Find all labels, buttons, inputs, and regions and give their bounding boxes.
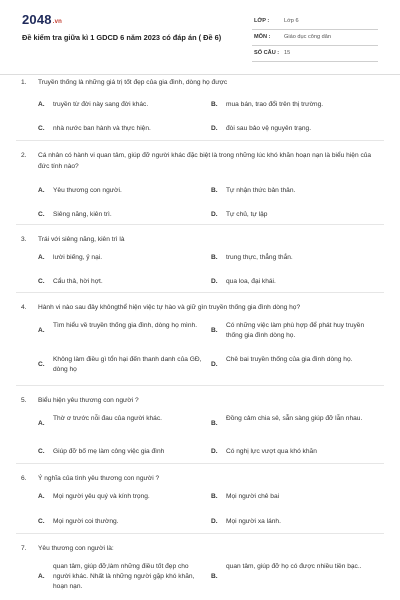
option-text: Mọi người chê bai xyxy=(226,493,280,500)
option-letter: C. xyxy=(38,125,45,132)
option-text: Không làm điều gì tổn hại đến thanh danh của GĐ, dòng họ xyxy=(53,356,202,373)
answer-option-a[interactable] xyxy=(38,321,206,341)
option-letter: A. xyxy=(38,493,45,500)
answer-option-a[interactable] xyxy=(38,186,206,196)
question-number: 7. xyxy=(21,545,27,552)
answer-option-a[interactable] xyxy=(38,562,206,592)
option-letter: C. xyxy=(38,278,45,285)
answer-option-a[interactable] xyxy=(38,100,206,110)
question-number: 5. xyxy=(21,397,27,404)
meta-key: MÔN : xyxy=(254,34,271,40)
option-text: Mọi người yêu quý và kính trọng. xyxy=(53,493,150,500)
option-text: Có những việc làm phù hợp để phát huy truyền thống gia đình dòng họ. xyxy=(226,322,365,339)
option-text: truyền từ đời này sang đời khác. xyxy=(53,101,149,108)
option-text: quan tâm, giúp đỡ họ có được nhiều tiền bạc.. xyxy=(226,563,362,570)
question-text: Biểu hiện yêu thương con người ? xyxy=(38,397,139,404)
answer-option-d[interactable] xyxy=(211,124,379,134)
option-letter: A. xyxy=(38,254,45,261)
meta-table xyxy=(252,14,378,62)
meta-value: Giáo dục công dân xyxy=(284,34,331,40)
option-text: quan tâm, giúp đỡ,làm những điều tốt đẹp cho người khác. Nhất là những người gặp khó khăn, hoạn nạn. xyxy=(53,563,195,590)
meta-value: Lớp 6 xyxy=(284,18,299,24)
option-letter: D. xyxy=(211,518,218,525)
question-text: Trái với siêng năng, kiên trì là xyxy=(38,236,125,243)
answer-option-b[interactable] xyxy=(211,492,379,502)
option-text: Giúp đỡ bố mẹ làm công việc gia đình xyxy=(53,448,165,455)
answer-option-c[interactable] xyxy=(38,277,206,287)
option-letter: A. xyxy=(38,187,45,194)
option-text: mua bán, trao đổi trên thị trường. xyxy=(226,101,324,108)
option-letter: D. xyxy=(211,211,218,218)
option-letter: C. xyxy=(38,518,45,525)
option-text: Cẩu thả, hời hợt. xyxy=(53,278,103,285)
question-divider xyxy=(16,533,384,534)
option-text: Đồng cảm chia sẻ, sẵn sàng giúp đỡ lẫn nhau. xyxy=(226,415,363,422)
option-letter: B. xyxy=(211,101,218,108)
option-text: Mọi người xa lánh. xyxy=(226,518,281,525)
option-text: Tìm hiểu về truyền thống gia đình, dòng họ mình. xyxy=(53,322,198,329)
question-number: 4. xyxy=(21,304,27,311)
meta-row-subject xyxy=(252,30,378,46)
option-letter: A. xyxy=(38,327,45,334)
header xyxy=(0,0,400,70)
question-divider xyxy=(16,385,384,386)
answer-option-c[interactable] xyxy=(38,124,206,134)
meta-row-class xyxy=(252,14,378,30)
meta-key: SỐ CÂU : xyxy=(254,50,280,56)
answer-option-d[interactable] xyxy=(211,447,379,457)
question-text: Ý nghĩa của tình yêu thương con người ? xyxy=(38,475,160,482)
answer-option-c[interactable] xyxy=(38,355,206,375)
option-letter: D. xyxy=(211,125,218,132)
option-text: Có nghị lực vượt qua khó khăn xyxy=(226,448,317,455)
option-letter: A. xyxy=(38,420,45,427)
answer-option-d[interactable] xyxy=(211,210,379,220)
meta-key: LỚP : xyxy=(254,18,270,24)
option-text: Tự nhận thức bản thân. xyxy=(226,187,296,194)
question-text: Hành vi nào sau đây khôngthể hiện việc tự hào và giữ gìn truyền thống gia đình dòng họ? xyxy=(38,304,301,311)
option-text: lười biếng, ỷ nại. xyxy=(53,254,103,261)
answer-option-b[interactable] xyxy=(211,414,379,434)
answer-option-b[interactable] xyxy=(211,186,379,196)
answer-option-c[interactable] xyxy=(38,210,206,220)
option-text: Chê bai truyền thống của gia đình dòng họ. xyxy=(226,356,353,363)
logo-suffix: .vn xyxy=(52,19,63,25)
option-text: trung thực, thẳng thắn. xyxy=(226,254,293,261)
answer-option-a[interactable] xyxy=(38,492,206,502)
option-letter: A. xyxy=(38,573,45,580)
question-number: 3. xyxy=(21,236,27,243)
question-number: 1. xyxy=(21,79,27,86)
option-letter: B. xyxy=(211,187,218,194)
option-letter: B. xyxy=(211,254,218,261)
answer-option-a[interactable] xyxy=(38,414,206,434)
option-letter: D. xyxy=(211,278,218,285)
option-letter: A. xyxy=(38,101,45,108)
option-letter: D. xyxy=(211,448,218,455)
question-text: Yêu thương con người là: xyxy=(38,545,114,552)
option-letter: B. xyxy=(211,327,218,334)
answer-option-b[interactable] xyxy=(211,100,379,110)
page-title: Đề kiểm tra giữa kì 1 GDCD 6 năm 2023 có đáp án ( Đề 6) xyxy=(22,33,222,42)
option-letter: B. xyxy=(211,420,218,427)
question-text: Cá nhân có hành vi quan tâm, giúp đỡ người khác đặc biệt là trong những lúc khó khăn hoạn nạn là biểu hiện của đức tính nào? xyxy=(38,152,372,170)
answer-option-b[interactable] xyxy=(211,321,379,341)
option-letter: C. xyxy=(38,448,45,455)
question-number: 2. xyxy=(21,152,27,159)
option-letter: C. xyxy=(38,211,45,218)
answer-option-d[interactable] xyxy=(211,355,379,375)
answer-option-a[interactable] xyxy=(38,253,206,263)
answer-option-b[interactable] xyxy=(211,253,379,263)
header-divider xyxy=(0,74,400,75)
answer-option-d[interactable] xyxy=(211,517,379,527)
option-letter: B. xyxy=(211,493,218,500)
option-text: Thờ ơ trước nỗi đau của người khác. xyxy=(53,415,162,422)
answer-option-b[interactable] xyxy=(211,562,379,592)
option-text: đòi sau bảo vệ nguyên trạng. xyxy=(226,125,312,132)
logo-text: 2048 xyxy=(22,12,52,27)
option-text: qua loa, đại khái. xyxy=(226,278,276,285)
question-text: Truyền thống là những giá trị tốt đẹp của gia đình, dòng họ được xyxy=(38,79,228,86)
option-letter: C. xyxy=(38,361,45,368)
option-text: nhà nước ban hành và thực hiện. xyxy=(53,125,151,132)
question-divider xyxy=(16,224,384,225)
option-text: Tự chủ, tự lập xyxy=(226,211,268,218)
meta-value: 15 xyxy=(284,50,291,56)
question-divider xyxy=(16,463,384,464)
option-letter: B. xyxy=(211,573,218,580)
answer-option-c[interactable] xyxy=(38,447,206,457)
option-letter: D. xyxy=(211,361,218,368)
answer-option-c[interactable] xyxy=(38,517,206,527)
question-number: 6. xyxy=(21,475,27,482)
option-text: Yêu thương con người. xyxy=(53,187,122,194)
answer-option-d[interactable] xyxy=(211,277,379,287)
question-divider xyxy=(16,292,384,293)
option-text: Siêng năng, kiên trì. xyxy=(53,211,112,218)
question-divider xyxy=(16,140,384,141)
site-logo[interactable] xyxy=(22,12,62,27)
meta-row-count xyxy=(252,46,378,62)
option-text: Mọi người coi thường. xyxy=(53,518,119,525)
